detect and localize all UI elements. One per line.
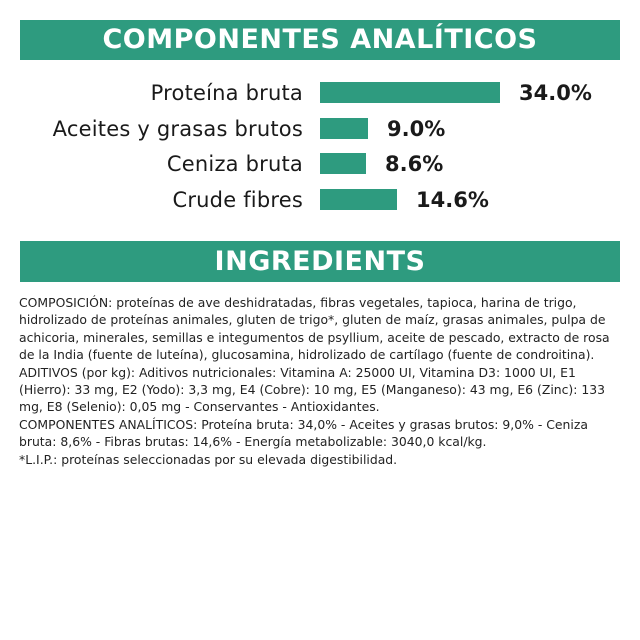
nutrient-label: Crude fibres (172, 188, 303, 212)
ingredients-banner-title: INGREDIENTS (20, 241, 620, 282)
analytics-banner-title: COMPONENTES ANALÍTICOS (20, 20, 620, 60)
nutrient-row-ash (0, 149, 640, 179)
nutrient-label: Aceites y grasas brutos (52, 117, 303, 141)
nutrient-bar (320, 189, 397, 210)
ingredients-text-block (19, 294, 621, 468)
nutrient-label: Ceniza bruta (166, 152, 303, 176)
additives-paragraph: ADITIVOS (por kg): Aditivos nutricionales: Vitamina A: 25000 UI, Vitamina D3: 1000 UI, E1 (Hierro): 33 mg, E2 (Yodo): 3,3 mg, E4 (Cobre): 10 mg, E5 (Manganeso): 43 mg, E6 (Zinc): 133 mg, E8 (Selenio): 0,05 mg - Conservantes - Antioxidantes. (19, 364, 606, 415)
nutrient-row-protein (0, 78, 640, 108)
nutrient-row-fats (0, 114, 640, 144)
nutrient-label: Proteína bruta (150, 81, 303, 105)
analytical-paragraph: COMPONENTES ANALÍTICOS: Proteína bruta: 34,0% - Aceites y grasas brutos: 9,0% - Ceniza bruta: 8,6% - Fibras brutas: 14,6% - Energía metabolizable: 3040,0 kcal/kg. (19, 416, 588, 450)
nutrient-row-fibres (0, 185, 640, 215)
footnote-paragraph: *L.I.P.: proteínas seleccionadas por su elevada digestibilidad. (19, 451, 398, 467)
nutrient-bar (320, 82, 500, 103)
nutrient-bar (320, 153, 366, 174)
nutrient-value: 8.6% (385, 152, 444, 176)
nutrient-value: 9.0% (387, 117, 446, 141)
nutrient-bar (320, 118, 368, 139)
nutrient-value: 14.6% (416, 188, 489, 212)
composition-paragraph: COMPOSICIÓN: proteínas de ave deshidratadas, fibras vegetales, tapioca, harina de trigo, hidrolizado de proteínas animales, gluten de trigo*, gluten de maíz, grasas animales, pulpa de achicoria, minerales, semillas e integumentos de psyllium, aceite de pescado, extracto de rosa de la India (fuente de luteína), glucosamina, hidrolizado de cartílago (fuente de condroitina). (19, 295, 610, 363)
nutrient-value: 34.0% (519, 81, 592, 105)
